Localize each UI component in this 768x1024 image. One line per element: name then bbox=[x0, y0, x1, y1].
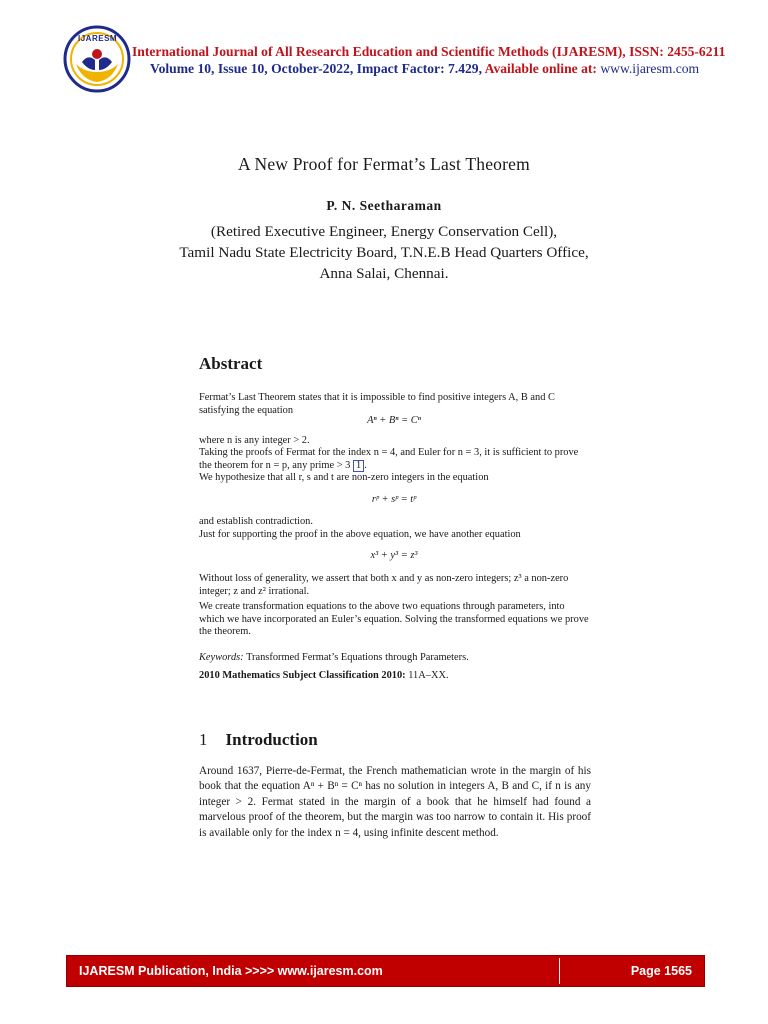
equation: Aⁿ + Bⁿ = Cⁿ bbox=[367, 415, 421, 426]
abstract-paragraph: Without loss of generality, we assert that both x and y as non-zero integers; z³ a non-zero integer; z and z² irrational. bbox=[199, 573, 569, 597]
journal-title-line: International Journal of All Research Education and Scientific Methods (IJARESM), ISSN: 2455-6211 bbox=[132, 44, 726, 59]
available-label: Available online at: bbox=[484, 61, 597, 76]
footer-publisher: IJARESM Publication, India >>>> www.ijaresm.com bbox=[79, 964, 383, 978]
affiliation-line: Tamil Nadu State Electricity Board, T.N.E.B Head Quarters Office, bbox=[179, 244, 589, 261]
keywords-label: Keywords: bbox=[199, 652, 244, 663]
section-heading-introduction bbox=[199, 730, 318, 750]
abstract-text: . bbox=[364, 459, 367, 471]
affiliation-line: (Retired Executive Engineer, Energy Conservation Cell), bbox=[210, 223, 558, 240]
journal-header bbox=[62, 24, 742, 94]
abstract-paragraph: where n is any integer > 2. bbox=[199, 435, 310, 446]
logo-text: IJARESM bbox=[78, 34, 118, 43]
journal-logo bbox=[62, 24, 132, 94]
paper-author: P. N. Seetharaman bbox=[326, 198, 442, 213]
abstract-heading: Abstract bbox=[199, 354, 263, 373]
journal-volume-line bbox=[150, 61, 750, 77]
keywords bbox=[199, 652, 589, 665]
journal-website-link[interactable]: www.ijaresm.com bbox=[600, 61, 700, 76]
abstract-paragraph: and establish contradiction. bbox=[199, 516, 313, 527]
abstract-text: Taking the proofs of Fermat for the index n = 4, and Euler for n = 3, it is sufficient to prove the theorem for n = p, any prime > 3 bbox=[199, 447, 579, 471]
author-affiliation bbox=[0, 221, 768, 284]
page-footer bbox=[66, 955, 705, 987]
abstract-paragraph: Just for supporting the proof in the above equation, we have another equation bbox=[199, 529, 521, 540]
paper-title: A New Proof for Fermat’s Last Theorem bbox=[238, 154, 530, 174]
section-title: Introduction bbox=[225, 730, 318, 749]
citation-link[interactable]: 1 bbox=[353, 460, 364, 472]
abstract-paragraph: Fermat’s Last Theorem states that it is impossible to find positive integers A, B and C satisfying the equation bbox=[199, 392, 555, 416]
msc-value: 11A–XX. bbox=[408, 670, 449, 681]
abstract-paragraph: We create transformation equations to the above two equations through parameters, into which we have incorporated an Euler’s equation. Solving the transformed equations we prove the theorem. bbox=[199, 601, 589, 638]
msc-classification bbox=[199, 670, 589, 683]
abstract-paragraph bbox=[199, 447, 589, 472]
abstract-paragraph: We hypothesize that all r, s and t are non-zero integers in the equation bbox=[199, 472, 489, 483]
section-number: 1 bbox=[199, 730, 208, 749]
msc-label: 2010 Mathematics Subject Classification 2010: bbox=[199, 670, 406, 681]
introduction-paragraph: Around 1637, Pierre-de-Fermat, the French mathematician wrote in the margin of his book that the equation Aⁿ + Bⁿ = Cⁿ has no solution in integers A, B and C, if n is any integer > 2. Fermat stated in the margin of a book that he himself had found a marvelous proof of the theorem, but the margin was too narrow to contain it. His proof is available only for the index n = 4, using infinite descent method. bbox=[199, 765, 591, 839]
footer-divider bbox=[559, 958, 560, 984]
volume-info: Volume 10, Issue 10, October-2022, Impact Factor: 7.429, bbox=[150, 61, 482, 76]
page-number: Page 1565 bbox=[630, 964, 692, 978]
equation: x³ + y³ = z³ bbox=[370, 550, 418, 561]
keywords-value: Transformed Fermat’s Equations through Parameters. bbox=[246, 652, 469, 663]
equation: rᵖ + sᵖ = tᵖ bbox=[371, 494, 417, 505]
affiliation-line: Anna Salai, Chennai. bbox=[319, 265, 449, 282]
